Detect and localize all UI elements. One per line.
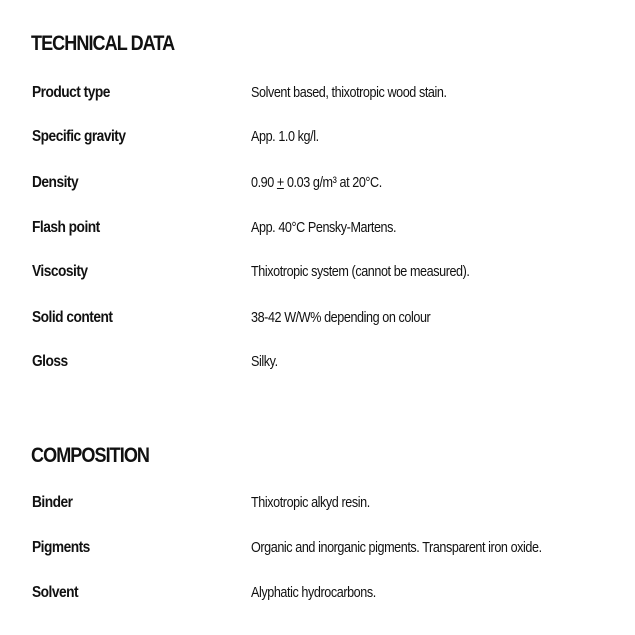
composition-label: Solvent [32, 584, 79, 601]
spec-row-product-type [0, 84, 635, 108]
spec-label: Flash point [32, 219, 100, 236]
spec-row-gloss [0, 353, 635, 377]
composition-value: Organic and inorganic pigments. Transparent iron oxide. [251, 539, 542, 556]
density-base-value: 0.90 [251, 174, 277, 191]
spec-value: Silky. [251, 353, 278, 370]
spec-label: Viscosity [32, 263, 88, 280]
spec-value: Solvent based, thixotropic wood stain. [251, 84, 447, 101]
composition-value: Alyphatic hydrocarbons. [251, 584, 376, 601]
spec-label: Density [32, 174, 79, 191]
composition-label: Binder [32, 494, 73, 511]
technical-data-heading: TECHNICAL DATA [31, 32, 175, 55]
spec-row-flash-point [0, 219, 635, 243]
spec-label: Specific gravity [32, 128, 126, 145]
spec-row-viscosity [0, 263, 635, 287]
composition-value: Thixotropic alkyd resin. [251, 494, 370, 511]
spec-value: Thixotropic system (cannot be measured). [251, 263, 470, 280]
spec-row-solid-content [0, 309, 635, 333]
density-tolerance-value: 0.03 g/m³ at 20°C. [283, 174, 382, 191]
spec-value: App. 40°C Pensky-Martens. [251, 219, 397, 236]
spec-value: 38-42 W/W% depending on colour [251, 309, 431, 326]
composition-heading: COMPOSITION [31, 444, 150, 467]
composition-row-pigments [0, 539, 635, 563]
spec-row-density [0, 174, 635, 198]
composition-row-binder [0, 494, 635, 518]
spec-label: Gloss [32, 353, 68, 370]
composition-label: Pigments [32, 539, 90, 556]
plus-minus-symbol: + [276, 174, 284, 191]
spec-value-density [251, 174, 382, 191]
composition-row-solvent [0, 584, 635, 608]
spec-value: App. 1.0 kg/l. [251, 128, 319, 145]
spec-row-specific-gravity [0, 128, 635, 152]
spec-label: Solid content [32, 309, 113, 326]
spec-label: Product type [32, 84, 110, 101]
